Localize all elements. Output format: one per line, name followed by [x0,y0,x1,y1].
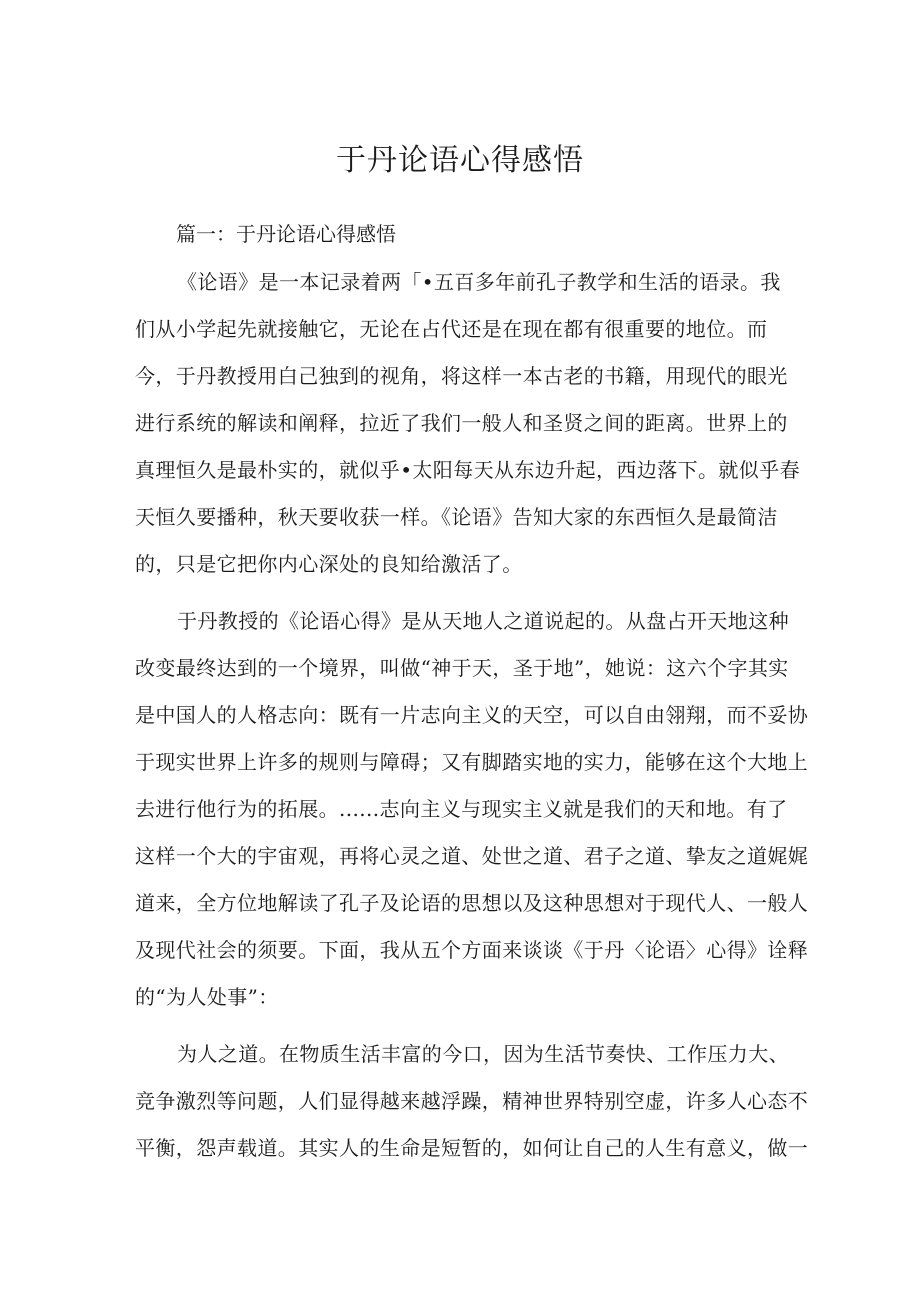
text-line: 《论语》是一本记录着两「•五百多年前孔子教学和生活的语录。我 [177,270,781,294]
text-line: 的“为人处事”： [135,985,279,1009]
text-line: 为人之道。在物质生活丰富的今口，因为生活节奏快、工作压力大、 [177,1042,789,1066]
text-line: 改变最终达到的一个境界，叫做“神于天，圣于地”，她说：这六个字其实 [135,656,789,680]
text-line: 的，只是它把你内心深处的良知给激活了。 [135,552,523,576]
text-line: 道来，全方位地解读了孔子及论语的思想以及这种思想对于现代人、一般人 [135,891,809,915]
section-heading: 篇一：于丹论语心得感悟 [176,222,396,246]
text-line: 于丹教授的《论语心得》是从天地人之道说起的。从盘占开天地这种 [177,609,789,633]
text-line: 真理恒久是最朴实的，就似乎•太阳每天从东边升起，西边落下。就似乎春 [135,458,800,482]
text-line: 是中国人的人格志向：既有一片志向主义的天空，可以自由翎翔，而不妥协 [135,703,809,727]
paragraph-1 [135,265,800,594]
paragraph-3 [135,1037,809,1178]
paragraph-2 [135,604,809,1027]
page-title: 于丹论语心得感悟 [336,143,584,178]
text-line: 平衡，怨声载道。其实人的生命是短暂的，如何让自己的人生有意义，做一 [135,1136,809,1160]
text-line: 们从小学起先就接触它，无论在占代还是在现在都有很重要的地位。而 [135,317,768,341]
text-line: 于现实世界上许多的规则与障碍；又有脚踏实地的实力，能够在这个大地上 [135,750,809,774]
text-line: 天恒久要播种，秋天要收获一样。《论语》告知大家的东西恒久是最简洁 [135,505,778,529]
text-line: 今，于丹教授用白己独到的视角，将这样一本古老的书籍，用现代的眼光 [135,364,788,388]
text-line: 这样一个大的宇宙观，再将心灵之道、处世之道、君子之道、挚友之道娓娓 [135,844,809,868]
text-line: 及现代社会的须要。下面，我从五个方面来谈谈《于丹〈论语〉心得》诠释 [135,938,809,962]
text-line: 去进行他行为的拓展。......志向主义与现实主义就是我们的天和地。有了 [135,797,788,821]
document-body [135,265,809,1178]
text-line: 竞争激烈等问题，人们显得越来越浮躁，精神世界特别空虚，许多人心态不 [135,1089,809,1113]
text-line: 进行系统的解读和阐释，拉近了我们一般人和圣贤之间的距离。世界上的 [135,411,788,435]
